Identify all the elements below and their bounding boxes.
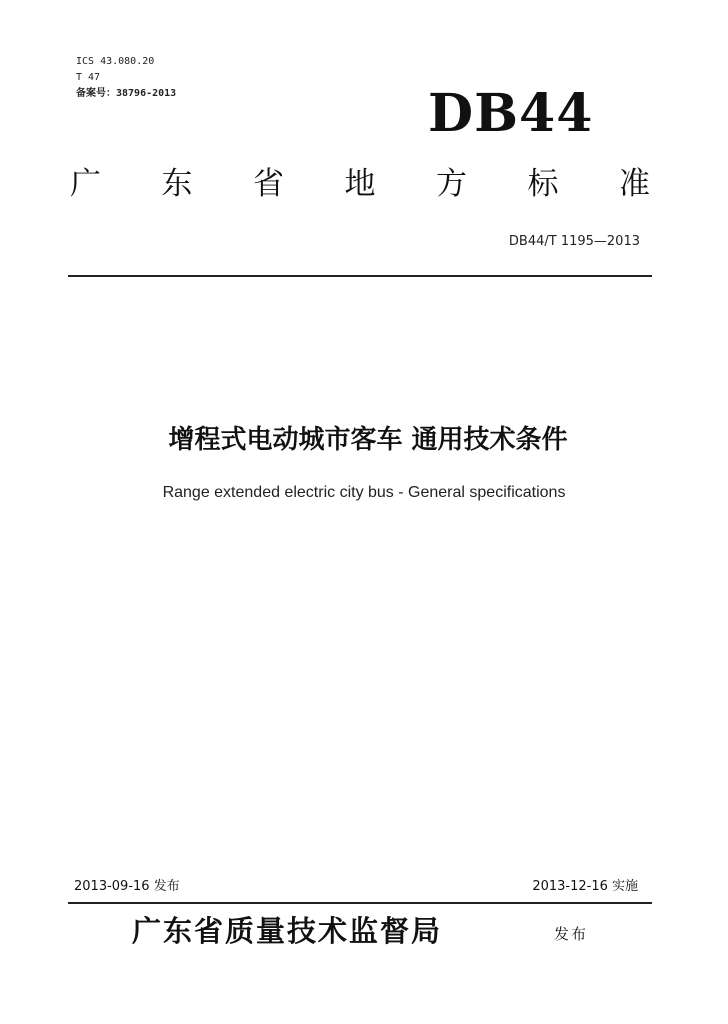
title-chinese: 增程式电动城市客车 通用技术条件 [168, 425, 568, 455]
category-code: T 47 [76, 72, 101, 83]
issue-date: 2013-09-16 发布 [74, 879, 180, 894]
bottom-divider [68, 902, 652, 904]
classification-block [76, 54, 176, 102]
issuer-action: 发布 [554, 925, 589, 943]
standard-type-char: 准 [619, 166, 650, 202]
standard-type-char: 东 [161, 166, 193, 202]
standard-number: DB44/T 1195—2013 [508, 234, 640, 249]
title-english: Range extended electric city bus - General specifications [162, 484, 566, 501]
standard-type-char: 标 [527, 166, 559, 202]
standard-type-char: 地 [344, 166, 376, 202]
standard-type-char: 广 [70, 166, 101, 202]
filing-number: 备案号：38796-2013 [76, 88, 177, 99]
implementation-date: 2013-12-16 实施 [532, 879, 638, 894]
standard-type-char: 方 [436, 166, 467, 202]
standard-type-char: 省 [253, 166, 284, 202]
top-divider [68, 275, 652, 277]
standard-type-heading [70, 164, 650, 204]
issuing-authority: 广东省质量技术监督局 [132, 914, 443, 948]
ics-code: ICS 43.080.20 [76, 56, 155, 67]
standard-logo: DB44 [428, 83, 594, 144]
